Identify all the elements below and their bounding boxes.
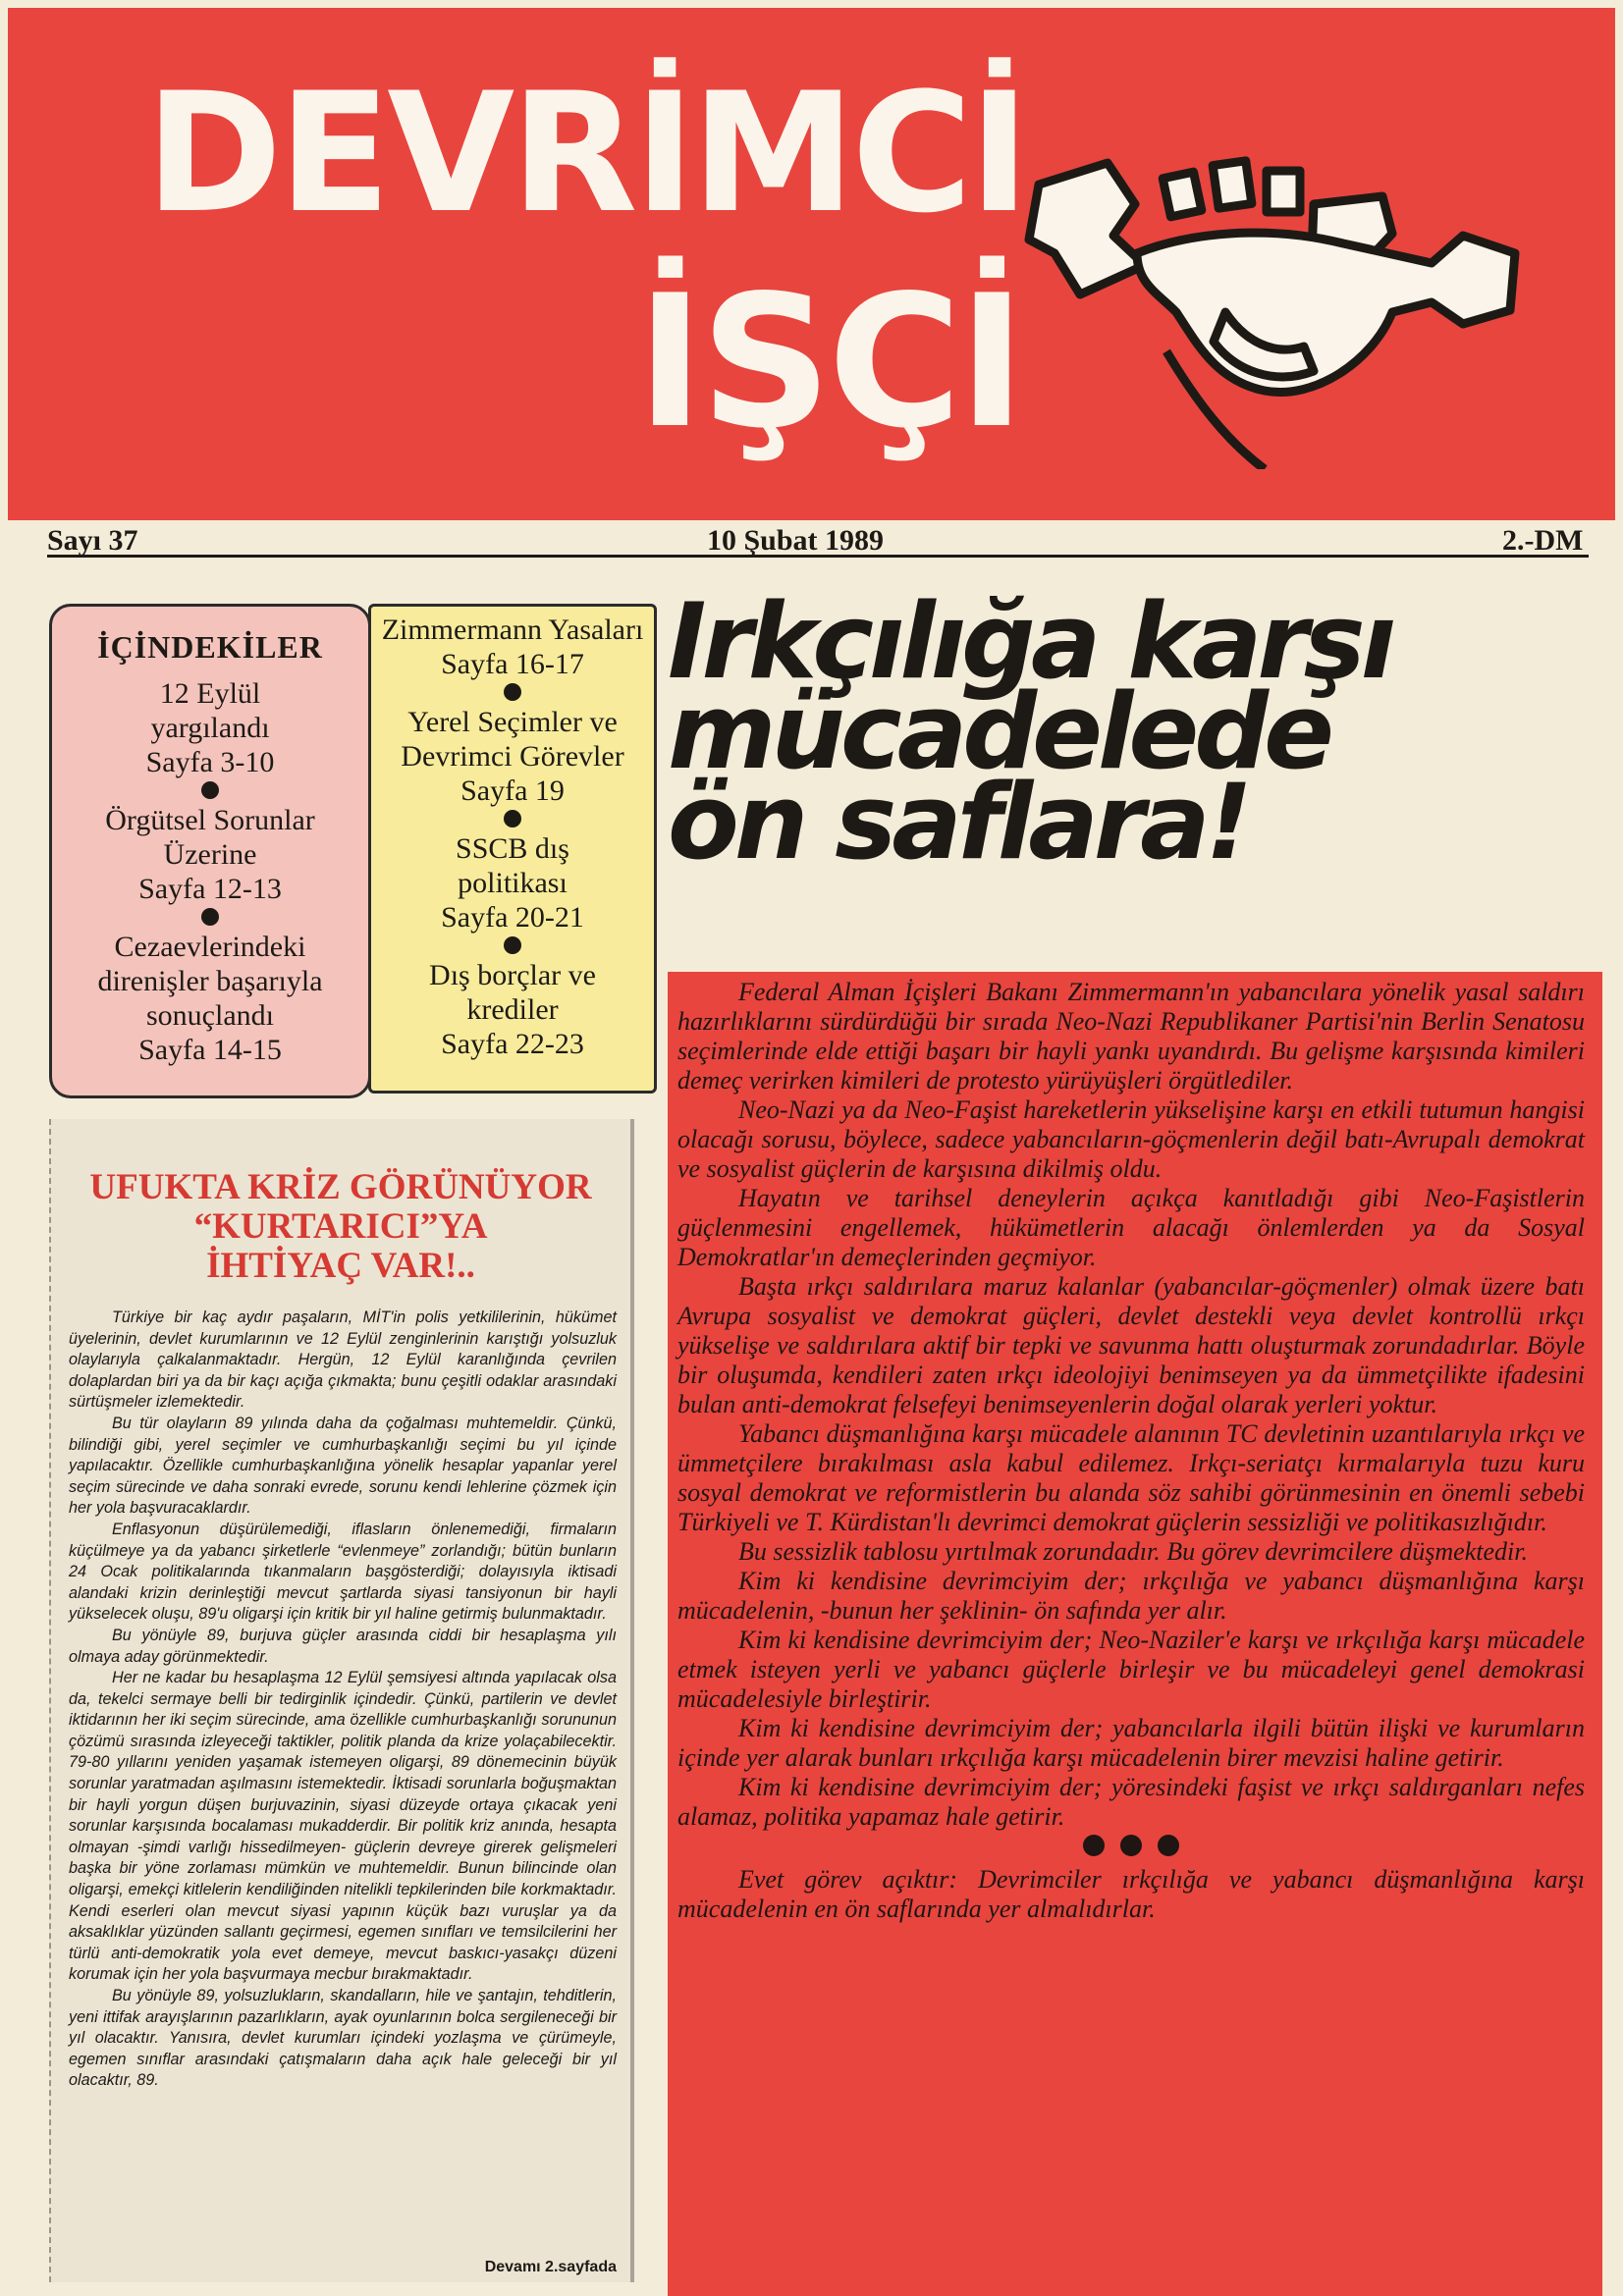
- masthead: [8, 8, 1615, 520]
- article-paragraph: Kim ki kendisine devrimciyim der; yöresindeki faşist ve ırkçı saldırganları nefes alamaz, politika yapamaz hale getirir.: [677, 1773, 1585, 1831]
- article-paragraph: Kim ki kendisine devrimciyim der; yabancılarla ilgili bütün ilişki ve kurumların içinde yer alarak bunları ırkçılığa karşı mücadelenin birer mevzisi haline getirir.: [677, 1714, 1585, 1772]
- article-closing: Evet görev açıktır: Devrimciler ırkçılığa ve yabancı düşmanlığına karşı mücadelenin en ön saflarında yer almalıdırlar.: [677, 1865, 1585, 1923]
- article-paragraph: Enflasyonun düşürülemediği, iflasların önlenemediği, firmaların küçülmeye ya da yabancı şirketlerle “evlenmeye” zorlandığı; bütün bunların 24 Ocak politikalarında tıkanmaların başgösterdiği; dolayısıyla iktisadi alandaki krizin derinleştiği mevcut şartlarda siyasi tansiyonun bir hayli yükselecek oluşu, 89'u oligarşi için kritik bir yıl haline getirmiş bulunmaktadır.: [69, 1520, 617, 1624]
- article-paragraph: Yabancı düşmanlığına karşı mücadele alanının TC devletinin uzantılarıyla ırkçı ve ümmetçilere bırakılması asla kabul edilemez. Irkçı-seriatçı kırmalarıyla tuzu kuru sosyal demokrat ve reformistlerin bu alanda söz sahibi görünmesinin en önemli sebebi Türkiyeli ve T. Kürdistan'lı devrimci demokrat güçlerin sessizliği ve politikasızlığıdır.: [677, 1419, 1585, 1536]
- toc-title: İÇİNDEKİLER: [97, 629, 323, 665]
- article-paragraph: Bu tür olayların 89 yılında daha da çoğalması muhtemeldir. Çünkü, bilindiği gibi, yerel seçimler ve cumhurbaşkanlığı seçimi bu yıl içinde yapılacaktır. Özellikle cumhurbaşkanlığına yönelik hesaplar yapanlar yerel seçim sürecinde ve daha sonraki evrede, sorunu kendi lehlerine çözmek için her yola başvuracaklardır.: [69, 1414, 617, 1518]
- headline-line1: Irkçılığa karşı: [668, 581, 1392, 702]
- left-headline-line3: İHTİYAÇ VAR!..: [206, 1246, 475, 1286]
- dot-icon: [1083, 1835, 1105, 1856]
- toc-item-text: Zimmermann Yasaları: [381, 614, 644, 646]
- article-paragraph: Başta ırkçı saldırılara maruz kalanlar (yabancılar-göçmenler) olmak üzere batı Avrupa sosyalist ve demokrat güçleri, devlet destekli veya devlet kontrollü ırkçı yükselişe ve saldırılara aktif bir tepki ve savunma hattı oluşturmak zorundadırlar. Böyle bir oluşumda, kendileri zaten ırkçı ideolojiyi benimseyen ya da ümmetçilikte ifadesini bulan anti-demokrat felsefeyi benimseyenlerin doğal olarak yerleri yoktur.: [677, 1272, 1585, 1418]
- toc-right-box: [368, 604, 657, 1094]
- toc-item-page: Sayfa 20-21: [441, 901, 584, 934]
- toc-item-page: Sayfa 12-13: [138, 873, 282, 905]
- issue-date: 10 Şubat 1989: [707, 524, 885, 557]
- article-paragraph: Bu yönüyle 89, yolsuzlukların, skandalların, hile ve şantajın, tehditlerin, yeni ittifak arayışlarının pazarlıkların, ayak oyunlarının bolca sergileneceği bir yıl olacaktır. Yanısıra, devlet kurumları içindeki yozlaşma ve çürümeyle, egemen sınıflar arasındaki çatışmaların daha açık hale geleceği bir yıl olacaktır, 89.: [69, 1987, 617, 2090]
- masthead-title-line1: DEVRİMCİ: [145, 57, 1027, 249]
- bullet-dot-icon: [504, 936, 521, 954]
- bullet-dot-icon: [201, 781, 219, 799]
- dot-icon: [1158, 1835, 1179, 1856]
- separator-dots: [677, 1834, 1585, 1863]
- wrench-hand-logo-icon: [1019, 145, 1530, 469]
- article-paragraph: Bu yönüyle 89, burjuva güçler arasında ciddi bir hesaplaşma yılı olmaya aday görünmektedir.: [69, 1626, 617, 1666]
- toc-item-page: Sayfa 14-15: [138, 1034, 282, 1066]
- issue-divider: [47, 555, 1589, 558]
- article-paragraph: Bu sessizlik tablosu yırtılmak zorundadır. Bu görev devrimcilere düşmektedir.: [738, 1537, 1528, 1566]
- toc-item-page: Sayfa 16-17: [441, 648, 584, 680]
- left-headline-line2: “KURTARICI”YA: [193, 1206, 488, 1247]
- article-paragraph: Federal Alman İçişleri Bakanı Zimmermann'ın yabancılara yönelik yasal saldırı hazırlıklarını sürdürdüğü bir sırada Neo-Nazi Republikaner Partisi'nin Berlin Senatosu seçimlerinde elde ettiği başarı bir hayli yankı uyandırdı. Bu gelişme karşısında kimileri demeç verirken kimileri de protesto yürüyüşleri örgütlediler.: [677, 978, 1585, 1095]
- headline-line3: ön saflara!: [668, 762, 1248, 882]
- main-headline: [668, 581, 1600, 882]
- toc-item-text: Dış borçlar ve krediler: [429, 959, 596, 1026]
- article-paragraph: Her ne kadar bu hesaplaşma 12 Eylül şemsiyesi altında yapılacak olsa da, tekelci sermaye belli bir tedirginlik içindedir. Çünkü, partilerin ve devlet iktidarının her iki seçim sürecinde, ama özellikle cumhurbaşkanlığı sorununun çözümü sırasında izleyeceği taktikler, politik planda da krize yolaçabilecektir. 79-80 yıllarını yeniden yaşamak istemeyen oligarşi, 89 dönemecinin büyük sorunlar yaratmadan aşılmasını istemektedir. İktisadi sorunlarla boğuşmaktan bir hayli yorgun düşen burjuvazinin, siyasi düzeyde ortaya çıkacak yeni sorunlar karşısında bocalaması mukadderdir. Bir politik kriz anında, hesapta olmayan -şimdi varlığı hissedilmeyen- güçlerin devreye girerek gelişmeleri başka bir yöne zorlaması mümkün ve muhtemeldir. Bunun bilincinde olan oligarşi, emekçi kitlelerin kendiliğinden nitelikli tepkilerinden bile korkmaktadır. Kendi eserleri olan mevcut siyasi yapının küçük bazı vuruşlar ya da aksaklıklar yüzünden sallantı geçirmesi, egemen sınıfları ve temsilcilerini her türlü anti-demokratik yola evet demeye, mevcut baskıcı-yasakçı düzeni korumak için her yola başvurmaya mecbur bırakmaktadır.: [69, 1669, 617, 1984]
- issue-price: 2.-DM: [1502, 524, 1584, 557]
- dot-icon: [1120, 1835, 1142, 1856]
- article-paragraph: Türkiye bir kaç aydır paşaların, MİT'in polis yetkililerinin, hükümet üyelerinin, devlet kurumlarının ve 12 Eylül zenginlerinin karıştığı yolsuzluk olaylarıyla çalkalanmaktadır. Hergün, 12 Eylül karanlığında çevrilen dolaplardan biri ya da bir kaçı açığa çıkmakta; bunu çeşitli odaklar arasındaki sürtüşmeler izlemektedir.: [69, 1308, 617, 1412]
- toc-item-page: Sayfa 22-23: [441, 1028, 584, 1060]
- article-paragraph: Hayatın ve tarihsel deneylerin açıkça kanıtladığı gibi Neo-Faşistlerin güçlenmesini engellemek, hükümetlerin alacağı önlemlerden ya da Sosyal Demokratlar'ın demeçlerinden geçmiyor.: [677, 1184, 1585, 1271]
- article-paragraph: Kim ki kendisine devrimciyim der; ırkçılığa ve yabancı düşmanlığına karşı mücadelenin, -bunun her şeklinin- ön safında yer alır.: [677, 1567, 1585, 1625]
- toc-item-text: Örgütsel Sorunlar Üzerine: [105, 804, 315, 871]
- toc-left-box: [49, 604, 371, 1098]
- issue-number: Sayı 37: [47, 524, 138, 557]
- left-article-body: [69, 1308, 617, 2092]
- toc-item-text: 12 Eylül yargılandı: [150, 677, 270, 744]
- left-article-headline: [51, 1168, 630, 1286]
- bullet-dot-icon: [504, 683, 521, 701]
- toc-item-text: Cezaevlerindeki direnişler başarıyla sonuçlandı: [97, 931, 323, 1032]
- toc-item-text: Yerel Seçimler ve Devrimci Görevler: [401, 706, 624, 773]
- article-paragraph: Kim ki kendisine devrimciyim der; Neo-Naziler'e karşı ve ırkçılığa karşı mücadele etmek isteyen yerli ve yabancı güçlerle birleşir ve bu mücadeleyi genel demokrasi mücadelesiyle birleştirir.: [677, 1626, 1585, 1713]
- toc-item-text: SSCB dış politikası: [456, 832, 569, 899]
- toc-item-page: Sayfa 19: [460, 774, 565, 807]
- red-article: [668, 972, 1602, 2296]
- continued-note: Devamı 2.sayfada: [484, 2259, 617, 2275]
- masthead-title-line2: İŞÇİ: [636, 255, 1022, 468]
- article-paragraph: Neo-Nazi ya da Neo-Faşist hareketlerin yükselişine karşı en etkili tutumun hangisi olacağı sorusu, böylece, sadece yabancıların-göçmenlerin değil batı-Avrupalı demokrat ve sosyalist güçlerin de karşısına dikilmiş oldu.: [677, 1095, 1585, 1183]
- left-article: [49, 1119, 634, 2282]
- bullet-dot-icon: [504, 810, 521, 828]
- bullet-dot-icon: [201, 908, 219, 926]
- left-headline-line1: UFUKTA KRİZ GÖRÜNÜYOR: [89, 1167, 592, 1207]
- toc-item-page: Sayfa 3-10: [145, 746, 275, 778]
- red-article-body: [677, 978, 1585, 1924]
- headline-line2: mücadelede: [668, 671, 1330, 792]
